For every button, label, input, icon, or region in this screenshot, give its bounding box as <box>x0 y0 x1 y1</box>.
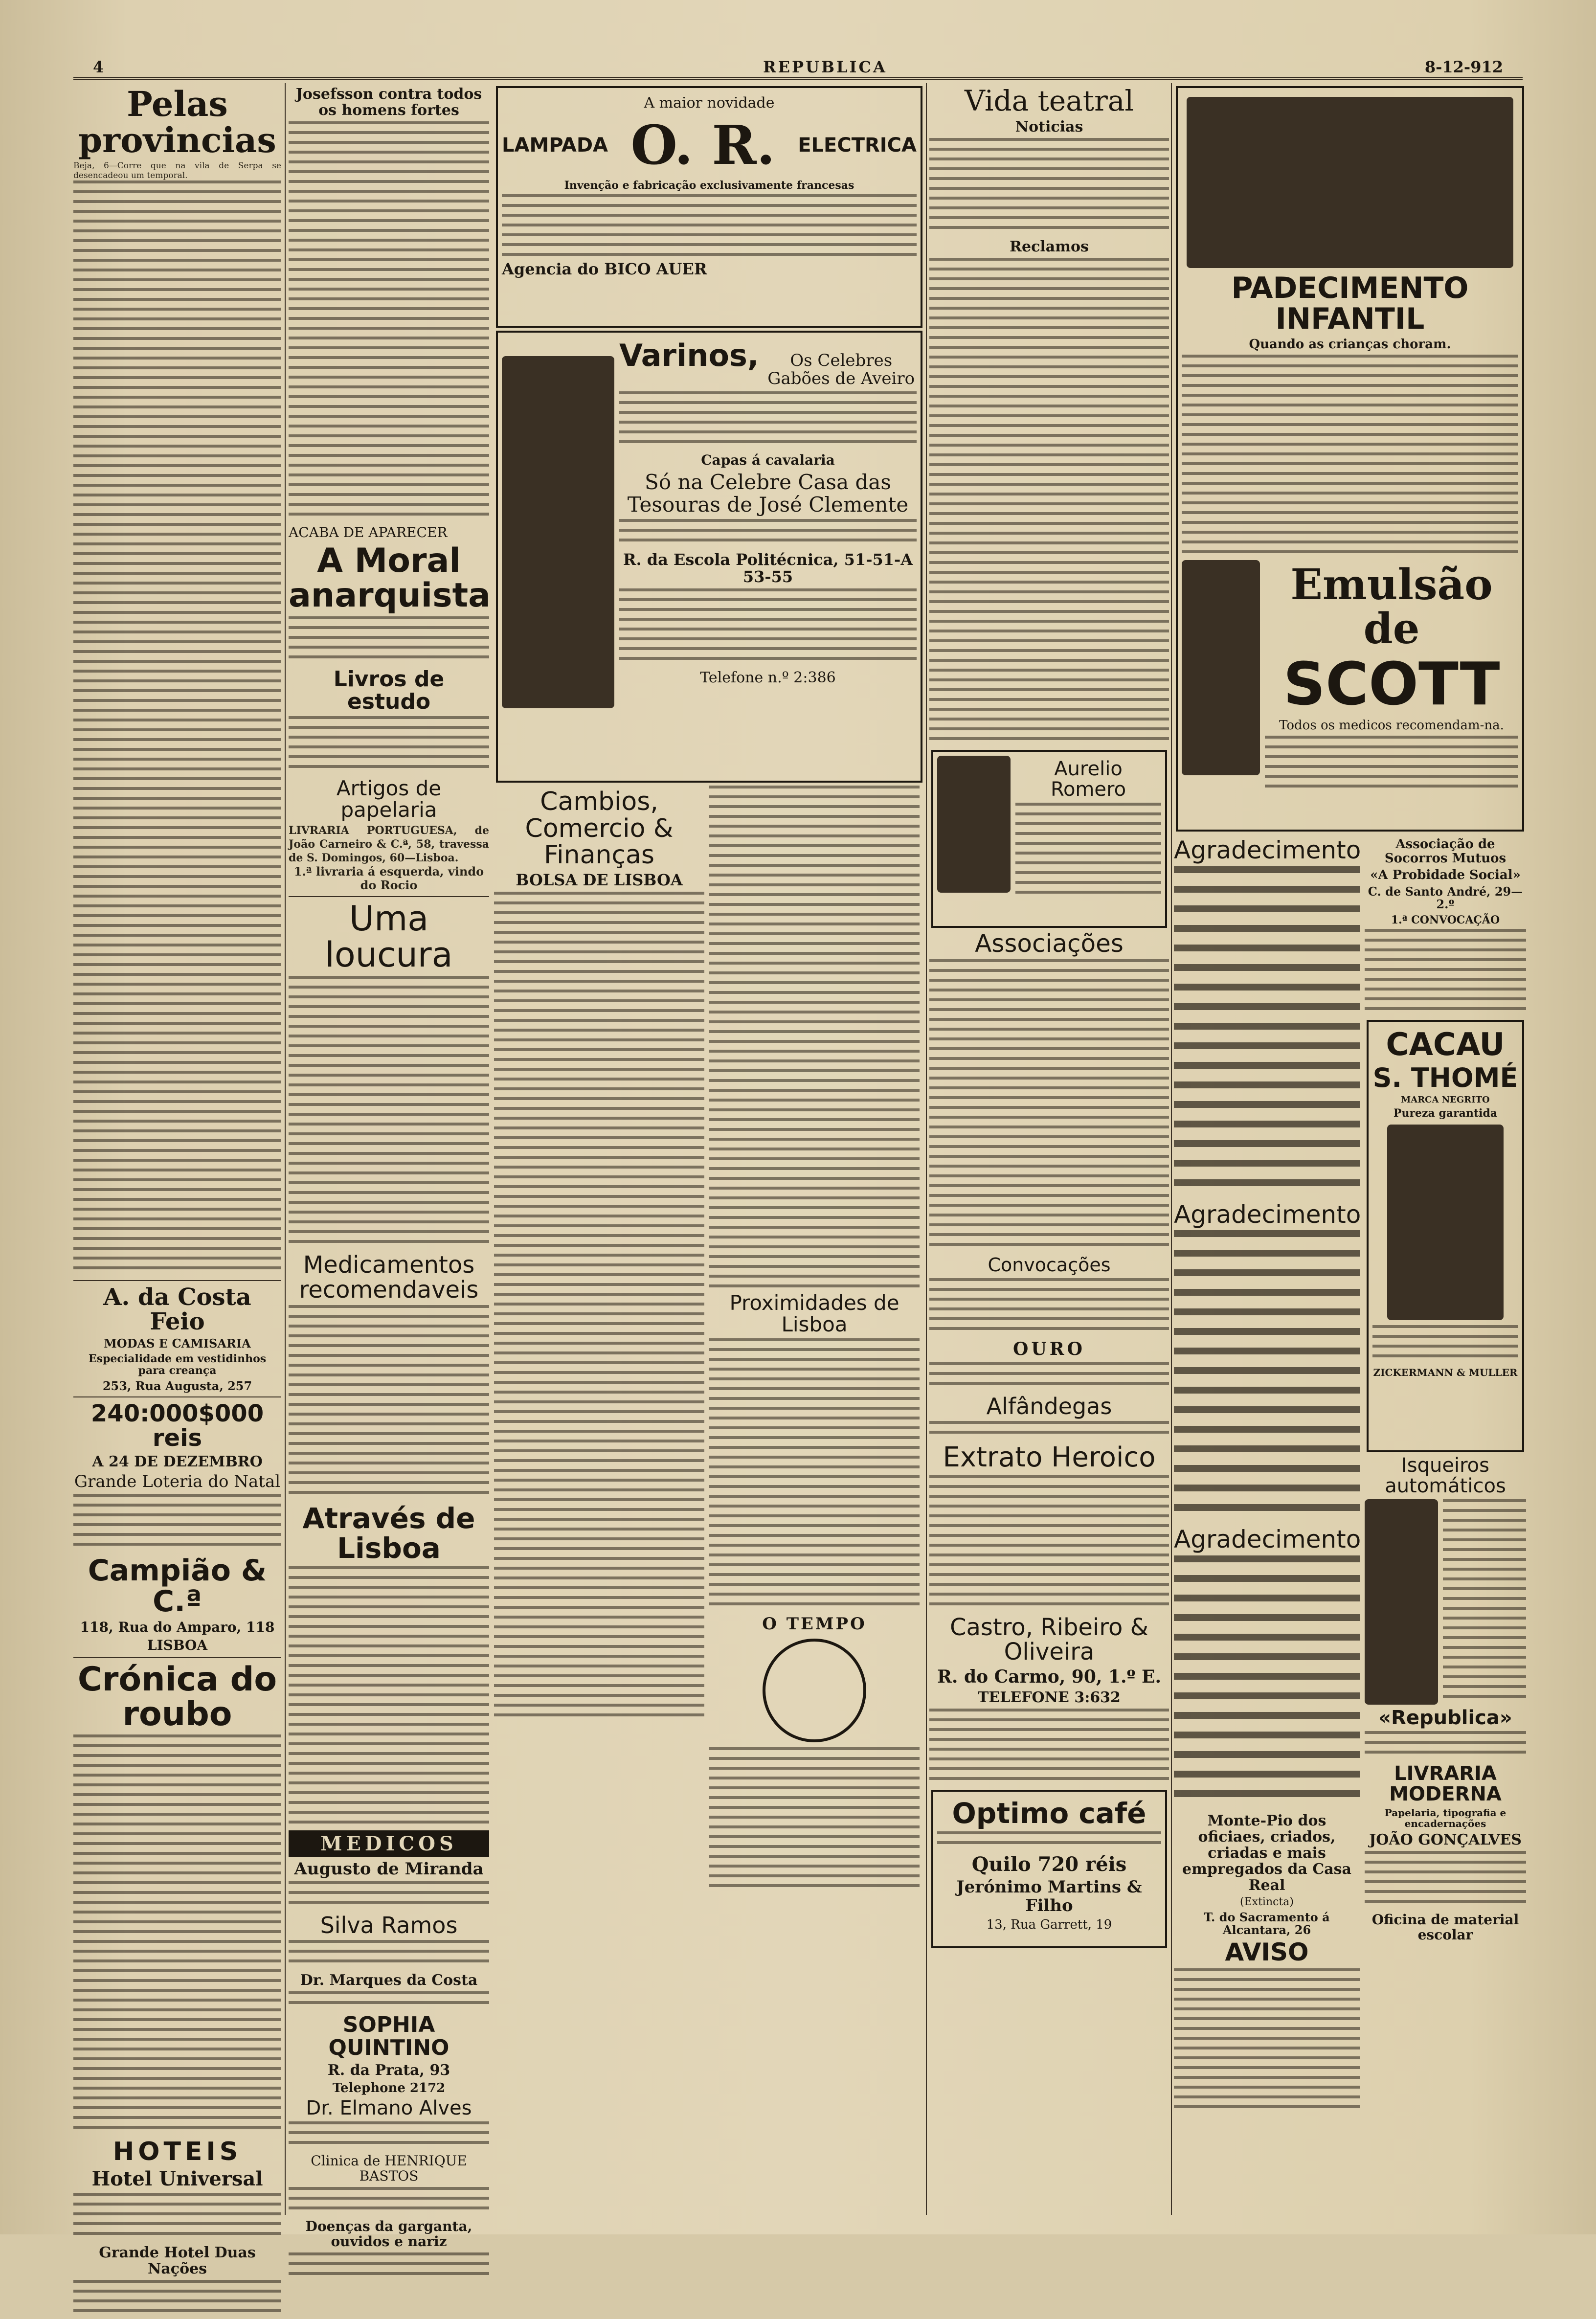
ad-livraria-owner: JOÃO GONÇALVES <box>1369 1831 1522 1848</box>
headline-cronica: Crónica do roubo <box>77 1660 277 1734</box>
ad-romero-body <box>1015 803 1161 901</box>
heading-hoteis: HOTEIS <box>112 2137 242 2167</box>
ad-livraria-papelaria: Papelaria, tipografia e encadernações <box>1384 1806 1506 1829</box>
divider <box>73 1657 281 1658</box>
clinic-bastos: Clinica de HENRIQUE BASTOS <box>311 2153 467 2184</box>
clinic-body <box>289 2252 489 2282</box>
headline-associacoes: Associações <box>975 929 1124 958</box>
ad-scott-headline: PADECIMENTO INFANTIL <box>1231 271 1469 336</box>
livraria-location: 1.ª livraria á esquerda, vindo do Rocio <box>293 864 484 893</box>
headline-artigos: Artigos de papelaria <box>336 776 442 822</box>
heading-medicos: MEDICOS <box>289 1830 489 1857</box>
ad-scott <box>1176 86 1524 832</box>
headline-provincias: Pelas provincias <box>78 84 276 160</box>
doctor-miranda: Augusto de Miranda <box>294 1859 484 1879</box>
ad-castro-name: Castro, Ribeiro & Oliveira <box>949 1613 1149 1666</box>
cronica-body <box>73 1734 281 2136</box>
col5-right-ads <box>1365 834 1526 2115</box>
ad-clemente-name: Só na Celebre Casa das Tesouras de José Clemente <box>627 470 909 517</box>
ad-lampada-body <box>502 194 917 258</box>
hotel-body <box>73 2280 281 2319</box>
doctor-silva: Silva Ramos <box>320 1912 458 1939</box>
article-body <box>73 180 281 1276</box>
paper-title: REPUBLICA <box>763 58 887 76</box>
alfandegas-body <box>929 1421 1169 1441</box>
ad-campiao-name: Campião & C.ª <box>88 1554 267 1619</box>
doctor-body <box>289 1940 489 1969</box>
fisherman-illustration <box>1182 560 1260 775</box>
column-rule <box>285 83 286 2215</box>
headline-agradecimento: Agradecimento <box>1174 836 1361 864</box>
livraria-info: LIVRARIA PORTUGUESA, de João Carneiro & C.ª, 58, travessa de S. Domingos, 60—Lisboa. <box>289 824 489 865</box>
ad-romero-name: Aurelio Romero <box>1050 757 1126 801</box>
ad-cafe-price: Quilo 720 réis <box>971 1853 1127 1876</box>
associacoes-body <box>929 959 1169 1253</box>
heading-tempo: O TEMPO <box>762 1614 867 1634</box>
agradecimentos <box>1174 834 1360 2115</box>
doctor-body <box>289 1881 489 1911</box>
ad-cacau-title: CACAU <box>1386 1026 1505 1063</box>
ad-cacau-vendor: ZICKERMANN & MULLER <box>1373 1366 1518 1378</box>
clinic-body <box>289 2187 489 2216</box>
assoc-convocacao: 1.ª CONVOCAÇÃO <box>1391 913 1500 926</box>
headline-moral: A Moral anarquista <box>289 541 491 615</box>
cherubs-illustration <box>1187 97 1513 268</box>
heading-bolsa: BOLSA DE LISBOA <box>516 870 683 889</box>
ad-clemente-body <box>619 519 917 548</box>
stock-table <box>494 892 704 1723</box>
lottery-date: A 24 DE DEZEMBRO <box>92 1453 263 1470</box>
ad-livraria-moderna: LIVRARIA MODERNA <box>1389 1762 1502 1805</box>
ad-cafe-vendor: Jerónimo Martins & Filho <box>956 1877 1142 1915</box>
ad-romero <box>931 750 1167 928</box>
finance-area <box>494 786 924 1894</box>
noticias-body <box>929 138 1169 236</box>
watch-illustration <box>937 756 1011 893</box>
tempo-body <box>709 1747 920 1894</box>
column-4 <box>929 83 1169 2215</box>
ad-scott-body <box>1182 355 1518 560</box>
headline-josefsson: Josefsson contra todos os homens fortes <box>295 86 482 119</box>
finance-right <box>709 786 920 1894</box>
doctor-body <box>289 1991 489 2011</box>
ad-lampada <box>496 86 922 328</box>
hotel-duas-nacoes: Grande Hotel Duas Nações <box>99 2244 256 2278</box>
page-header <box>73 58 1523 80</box>
doctor-sophia: SOPHIA QUINTINO <box>328 2012 450 2060</box>
assoc-body <box>1365 929 1526 1017</box>
ad-republica-body <box>1365 1731 1526 1760</box>
assoc-probidade: «A Probidade Social» <box>1370 868 1521 883</box>
hotel-universal: Hotel Universal <box>91 2167 263 2191</box>
doctor-sophia-telephone: Telephone 2172 <box>332 2080 446 2095</box>
hotel-body <box>73 2193 281 2242</box>
isqueiros-body <box>1443 1499 1526 1705</box>
exchange-table <box>709 786 920 1289</box>
ad-cacau-origin: S. THOMÉ <box>1372 1062 1518 1093</box>
ad-varinos-capas: Capas á cavalaria <box>701 451 835 468</box>
ad-varinos-title: Varinos, <box>619 338 759 373</box>
varino-figure-illustration <box>502 356 614 708</box>
article-paragraph: Beja, 6—Corre que na vila de Serpa se desencadeou um temporal. <box>73 161 281 180</box>
column-1 <box>73 83 281 2278</box>
ad-livraria-body <box>1365 1851 1526 1910</box>
doctor-alves: Dr. Elmano Alves <box>306 2097 472 2120</box>
loucura-body <box>289 976 489 1250</box>
ad-cacau-body <box>1372 1325 1518 1364</box>
ad-costa-address: 253, Rua Augusta, 257 <box>102 1378 252 1393</box>
ad-varinos-subtitle: Os Celebres Gabões de Aveiro <box>767 351 915 389</box>
headline-agradecimento: Agradecimento <box>1174 1200 1361 1229</box>
headline-cambios: Cambios, Comercio & Finanças <box>525 787 674 870</box>
ad-cacau-brand: MARCA NEGRITO <box>1401 1094 1490 1105</box>
page-date: 8-12-912 <box>1424 58 1503 76</box>
ad-scott-brand: Emulsão de <box>1290 560 1493 653</box>
ad-lampada-agency: Agencia do BICO AUER <box>502 259 707 278</box>
ad-oficina: Oficina de material escolar <box>1371 1911 1519 1943</box>
cacao-tin-illustration <box>1387 1125 1504 1320</box>
ad-lampada-brand: O. R. <box>630 113 775 177</box>
agradecimento-body <box>1174 866 1360 1199</box>
headline-agradecimento: Agradecimento <box>1174 1525 1361 1554</box>
ad-cafe-address: 13, Rua Garrett, 19 <box>986 1917 1112 1933</box>
montepio-address: T. do Sacramento á Alcantara, 26 <box>1204 1910 1330 1937</box>
finance-left <box>494 786 704 1894</box>
headline-alfandegas: Alfândegas <box>986 1393 1112 1419</box>
agradecimento-body <box>1174 1230 1360 1524</box>
column-2 <box>289 83 491 2250</box>
ad-varinos-body <box>619 391 917 450</box>
column-3 <box>494 83 924 2215</box>
ad-varinos <box>496 331 922 783</box>
agradecimento-body <box>1174 1555 1360 1810</box>
extrato-body <box>929 1475 1169 1612</box>
col5-lower <box>1174 834 1526 2115</box>
lighter-illustration <box>1365 1499 1438 1705</box>
atraves-body <box>289 1566 489 1830</box>
ad-clemente-address: R. da Escola Politécnica, 51-51-A 53-55 <box>623 550 913 586</box>
ad-costa-line: MODAS E CAMISARIA <box>104 1336 251 1351</box>
ad-cafe-body <box>937 1831 1161 1851</box>
article-body <box>289 121 489 522</box>
ad-scott-tagline: Todos os medicos recomendam-na. <box>1279 718 1504 733</box>
ad-clemente-body <box>619 588 917 667</box>
ad-campiao-city: LISBOA <box>147 1637 208 1653</box>
headline-vida-teatral: Vida teatral <box>965 84 1134 117</box>
divider <box>73 1396 281 1397</box>
ad-scott-subhead: Quando as crianças choram. <box>1249 337 1451 352</box>
headline-atraves: Através de Lisboa <box>302 1501 475 1565</box>
column-rule <box>1171 83 1172 2215</box>
heading-reclamos: Reclamos <box>1010 238 1089 255</box>
column-rule <box>926 83 927 2215</box>
ad-republica: «Republica» <box>1378 1706 1512 1729</box>
heading-aviso: AVISO <box>1225 1938 1309 1967</box>
label-aparecer: ACABA DE APARECER <box>289 524 448 540</box>
column-5 <box>1174 83 1526 2215</box>
headline-isqueiros: Isqueiros automáticos <box>1385 1454 1506 1497</box>
headline-proximidades: Proximidades de Lisboa <box>729 1291 899 1337</box>
headline-convocacoes: Convocações <box>988 1254 1111 1276</box>
ad-castro-telephone: TELEFONE 3:632 <box>978 1689 1121 1707</box>
lottery-amount: 240:000$000 reis <box>90 1399 264 1452</box>
montepio-title: Monte-Pio dos oficiaes, criados, criadas e mais empregados da Casa Real <box>1182 1812 1351 1894</box>
heading-ouro: OURO <box>1012 1339 1086 1360</box>
ad-scott-brand-name: SCOTT <box>1283 651 1500 719</box>
montepio-extinta: (Extincta) <box>1240 1895 1294 1908</box>
headline-livros: Livros de estudo <box>333 666 445 714</box>
ad-lampada-tagline: A maior novidade <box>644 94 775 112</box>
doctor-marques: Dr. Marques da Costa <box>300 1972 478 1989</box>
ad-campiao-address: 118, Rua do Amparo, 118 <box>80 1619 275 1636</box>
heading-noticias: Noticias <box>1015 118 1083 135</box>
ad-costa-name: A. da Costa Feio <box>103 1283 251 1336</box>
page-number: 4 <box>93 58 104 76</box>
ad-lampada-word: LAMPADA <box>502 134 608 157</box>
ouro-body <box>929 1362 1169 1392</box>
headline-medicamentos: Medicamentos recomendaveis <box>299 1251 479 1304</box>
reclamos-body <box>929 258 1169 747</box>
lottery-title: Grande Loteria do Natal <box>74 1471 281 1491</box>
convocacoes-body <box>929 1278 1169 1337</box>
divider <box>73 1280 281 1281</box>
clinic-garganta: Doenças da garganta, ouvidos e nariz <box>305 2218 472 2250</box>
barometer-icon <box>763 1639 866 1742</box>
medicamentos-body <box>289 1305 489 1501</box>
ad-cacau-purity: Pureza garantida <box>1393 1107 1498 1120</box>
headline-extrato: Extrato Heroico <box>943 1441 1156 1474</box>
divider <box>289 896 489 897</box>
ad-lampada-subtitle: Invenção e fabricação exclusivamente francesas <box>564 179 854 192</box>
ad-optimo-cafe <box>931 1790 1167 1948</box>
ad-cacau <box>1367 1020 1524 1452</box>
assoc-name: Associação de Socorros Mutuos <box>1384 837 1506 866</box>
ad-lampada-word: ELECTRICA <box>798 134 917 157</box>
ad-castro-body <box>929 1709 1169 1787</box>
doctor-sophia-address: R. da Prata, 93 <box>327 2061 450 2079</box>
aviso-body <box>1174 1968 1360 2115</box>
ad-cafe-title: Optimo café <box>952 1797 1146 1830</box>
moral-body <box>289 616 489 665</box>
assoc-address: C. de Santo André, 29—2.º <box>1368 884 1523 912</box>
proximidades-body <box>709 1338 920 1612</box>
ad-costa-line: Especialidade em vestidinhos para creança <box>88 1352 267 1377</box>
headline-loucura: Uma loucura <box>325 899 453 975</box>
ad-castro-address: R. do Carmo, 90, 1.º E. <box>937 1666 1162 1687</box>
livros-body <box>289 716 489 775</box>
ad-scott-footer <box>1265 736 1518 794</box>
ad-clemente-telephone: Telefone n.º 2:386 <box>700 669 836 687</box>
lottery-body <box>73 1494 281 1553</box>
doctor-body <box>289 2121 489 2151</box>
